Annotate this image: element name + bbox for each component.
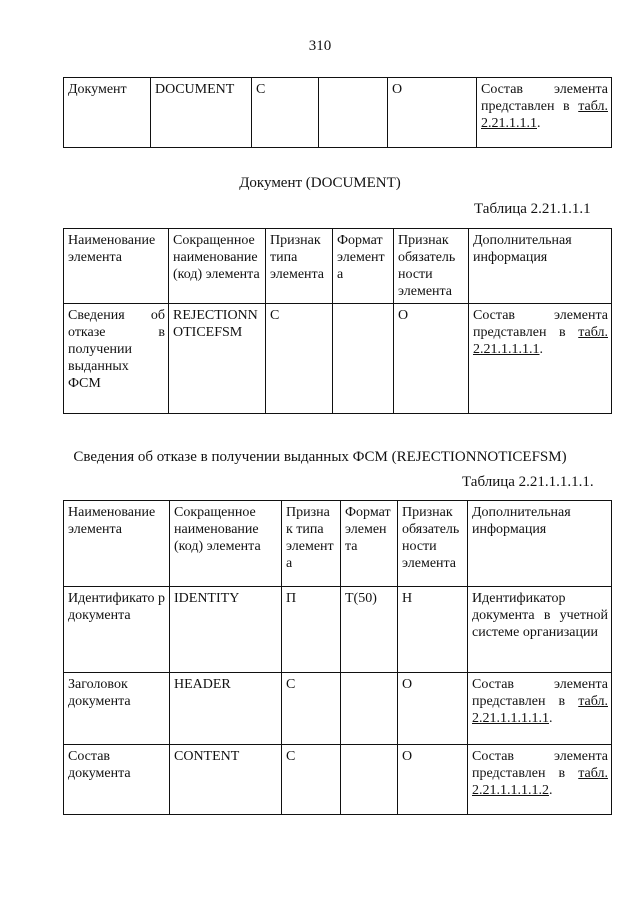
cell-required: О <box>398 745 468 815</box>
cell-code: CONTENT <box>170 745 282 815</box>
elements-table-1 <box>63 228 612 414</box>
elements-table-2 <box>63 500 612 815</box>
cell-name: Сведения об отказе в получении выданных ФСМ <box>64 304 169 414</box>
cell-code: HEADER <box>170 673 282 745</box>
cell-required: О <box>388 78 477 148</box>
cell-type: С <box>282 745 341 815</box>
header-cell: Сокращенное наименование (код) элемента <box>170 501 282 587</box>
cell-format <box>341 745 398 815</box>
header-cell: Признак обязатель ности элемента <box>394 229 469 304</box>
table-header-row <box>64 229 612 304</box>
cell-format <box>319 78 388 148</box>
cell-code: DOCUMENT <box>151 78 252 148</box>
table-header-row <box>64 501 612 587</box>
header-cell: Признак обязатель ности элемента <box>398 501 468 587</box>
cell-info: Состав элемента представлен в табл. 2.21.1.1.1.1.1. <box>468 673 612 745</box>
cell-code: REJECTIONN OTICEFSM <box>169 304 266 414</box>
cell-info: Состав элемента представлен в табл. 2.21.1.1.1.1. <box>469 304 612 414</box>
header-cell: Дополнительная информация <box>469 229 612 304</box>
cell-name: Заголовок документа <box>64 673 170 745</box>
cell-format <box>341 673 398 745</box>
header-cell: Формат элемент а <box>333 229 394 304</box>
page-number: 310 <box>308 38 332 54</box>
section-title: Документ (DOCUMENT) <box>239 175 401 191</box>
top-table <box>63 77 612 148</box>
table-reference-link[interactable]: табл. 2.21.1.1.1.1.2 <box>472 766 608 798</box>
cell-type: С <box>252 78 319 148</box>
table-caption: Таблица 2.21.1.1.1.1. <box>462 474 594 490</box>
cell-code: IDENTITY <box>170 587 282 673</box>
table-reference-link[interactable]: табл. 2.21.1.1.1.1.1 <box>472 694 608 726</box>
table-reference-link[interactable]: табл. 2.21.1.1.1.1 <box>473 325 608 357</box>
table-caption: Таблица 2.21.1.1.1 <box>474 201 591 217</box>
cell-name: Состав документа <box>64 745 170 815</box>
header-cell: Наименование элемента <box>64 501 170 587</box>
cell-type: С <box>266 304 333 414</box>
table-row <box>64 673 612 745</box>
header-cell: Призна к типа элемент а <box>282 501 341 587</box>
table-row <box>64 78 612 148</box>
header-cell: Дополнительная информация <box>468 501 612 587</box>
cell-name: Документ <box>64 78 151 148</box>
cell-type: С <box>282 673 341 745</box>
header-cell: Признак типа элемента <box>266 229 333 304</box>
cell-type: П <box>282 587 341 673</box>
table-reference-link[interactable]: табл. 2.21.1.1.1 <box>481 99 608 131</box>
cell-info: Состав элемента представлен в табл. 2.21.1.1.1. <box>477 78 612 148</box>
cell-info: Идентификатор документа в учетной системе организации <box>468 587 612 673</box>
header-cell: Сокращенное наименование (код) элемента <box>169 229 266 304</box>
table-row <box>64 304 612 414</box>
cell-format <box>333 304 394 414</box>
header-cell: Формат элемен та <box>341 501 398 587</box>
cell-format: Т(50) <box>341 587 398 673</box>
table-row <box>64 587 612 673</box>
section-title: Сведения об отказе в получении выданных ФСМ (REJECTIONNOTICEFSM) <box>73 449 567 465</box>
table-row <box>64 745 612 815</box>
cell-info: Состав элемента представлен в табл. 2.21.1.1.1.1.2. <box>468 745 612 815</box>
header-cell: Наименование элемента <box>64 229 169 304</box>
cell-required: О <box>394 304 469 414</box>
cell-required: О <box>398 673 468 745</box>
cell-name: Идентификато р документа <box>64 587 170 673</box>
cell-required: Н <box>398 587 468 673</box>
